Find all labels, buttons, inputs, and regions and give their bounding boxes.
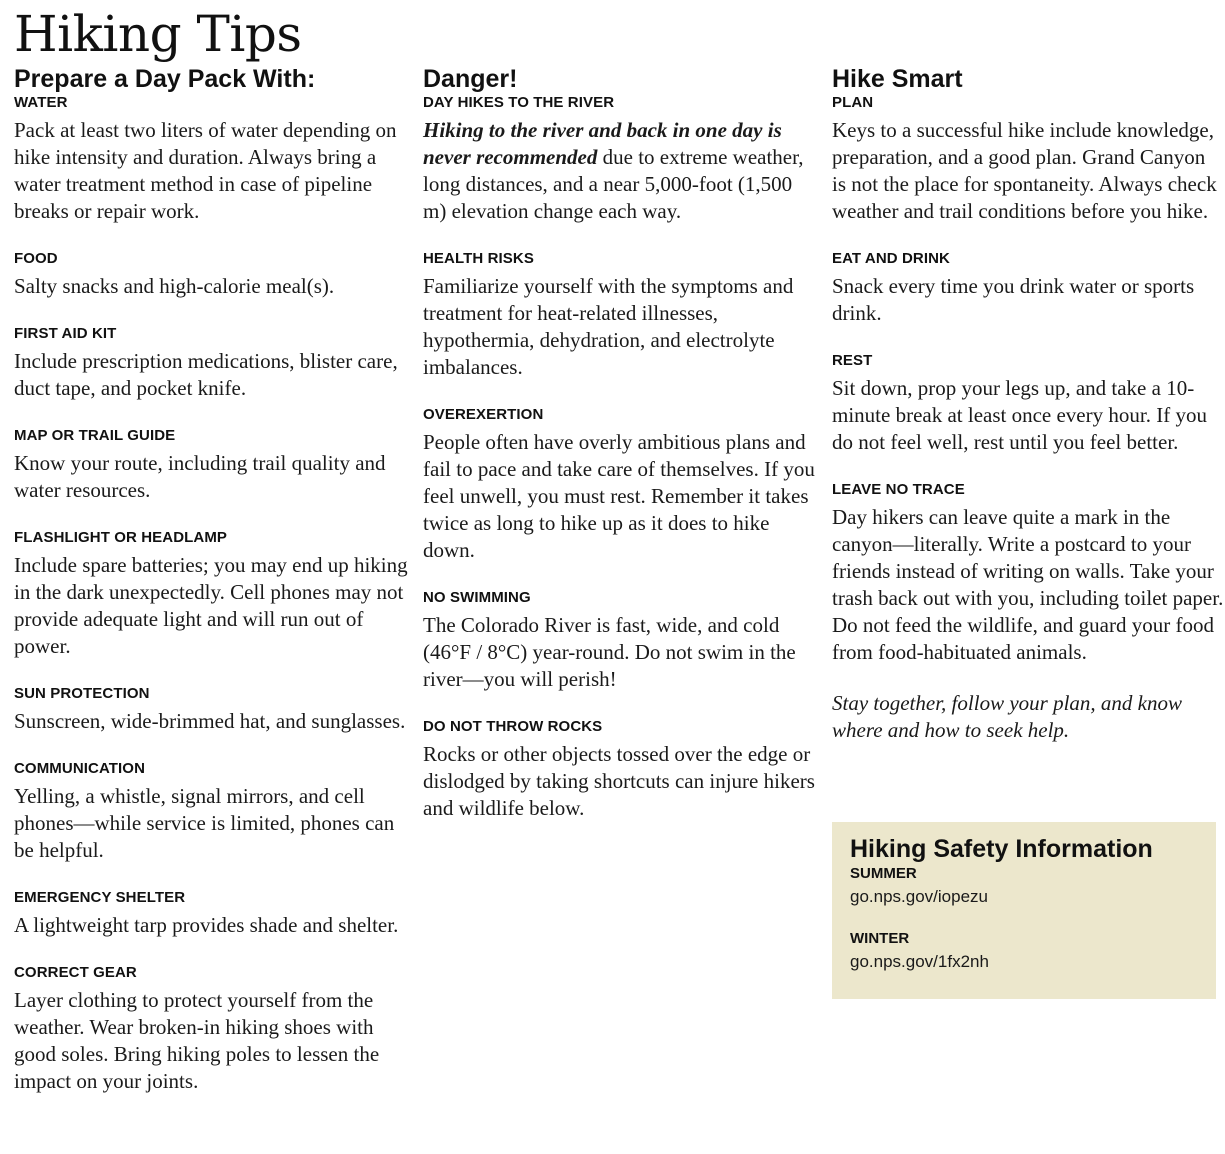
section-emergency-shelter (14, 888, 410, 939)
section-text: People often have overly ambitious plans and fail to pace and take care of themselves. If you feel unwell, you must rest. Remember it takes twice as long to hike up as it does to hike down. (423, 430, 815, 562)
section-sun-protection (14, 684, 410, 735)
section-water (14, 93, 410, 225)
section-day-hikes-river (423, 93, 819, 225)
section-label: EMERGENCY SHELTER (14, 889, 186, 906)
section-label: EAT AND DRINK (832, 250, 950, 267)
page-title: Hiking Tips (14, 5, 302, 63)
section-label: OVEREXERTION (423, 406, 544, 423)
section-text: Include spare batteries; you may end up hiking in the dark unexpectedly. Cell phones may not provide adequate light and will run out of power. (14, 553, 408, 658)
section-text: A lightweight tarp provides shade and shelter. (14, 913, 399, 937)
section-text: Yelling, a whistle, signal mirrors, and cell phones—while service is limited, phones can be helpful. (14, 784, 395, 862)
section-text: Day hikers can leave quite a mark in the canyon—literally. Write a postcard to your friends instead of writing on walls. Take your trash back out with you, including toilet paper. Do not feed the wildlife, and guard your food from food-habituated animals. (832, 505, 1224, 664)
section-text: Keys to a successful hike include knowledge, preparation, and a good plan. Grand Canyon is not the place for spontaneity. Always check weather and trail conditions before you hike. (832, 118, 1217, 223)
section-text: Layer clothing to protect yourself from the weather. Wear broken-in hiking shoes with good soles. Bring hiking poles to lessen the impact on your joints. (14, 988, 380, 1093)
section-text: Salty snacks and high-calorie meal(s). (14, 274, 335, 298)
column-heading-danger: Danger! (423, 65, 518, 93)
section-label: HEALTH RISKS (423, 250, 534, 267)
emphasis-text: Hiking to the river and back in one day is never recommended (423, 118, 782, 169)
section-text: Include prescription medications, blister care, duct tape, and pocket knife. (14, 349, 398, 400)
section-label: DAY HIKES TO THE RIVER (423, 94, 615, 111)
info-group-summer (850, 864, 1198, 911)
winter-label: WINTER (850, 930, 910, 947)
section-no-swimming (423, 588, 819, 693)
info-box-title: Hiking Safety Information (850, 835, 1153, 863)
winter-link[interactable]: go.nps.gov/1fx2nh (850, 952, 989, 971)
section-text: The Colorado River is fast, wide, and cold (46°F / 8°C) year-round. Do not swim in the river—you will perish! (423, 613, 796, 691)
section-text: Familiarize yourself with the symptoms and treatment for heat-related illnesses, hypothermia, dehydration, and electrolyte imbalances. (423, 274, 794, 379)
section-label: SUN PROTECTION (14, 685, 150, 702)
section-label: FLASHLIGHT OR HEADLAMP (14, 529, 228, 546)
hiking-safety-info-box (832, 822, 1216, 999)
section-leave-no-trace (832, 480, 1224, 666)
column-danger (423, 64, 819, 846)
section-label: WATER (14, 94, 68, 111)
section-label: COMMUNICATION (14, 760, 146, 777)
section-food (14, 249, 410, 300)
section-label: CORRECT GEAR (14, 964, 137, 981)
section-label: NO SWIMMING (423, 589, 531, 606)
section-health-risks (423, 249, 819, 381)
section-rest (832, 351, 1224, 456)
section-label: MAP OR TRAIL GUIDE (14, 427, 176, 444)
summer-link[interactable]: go.nps.gov/iopezu (850, 887, 988, 906)
info-group-winter (850, 929, 1198, 976)
section-label: FIRST AID KIT (14, 325, 117, 342)
section-flashlight (14, 528, 410, 660)
section-correct-gear (14, 963, 410, 1095)
section-eat-drink (832, 249, 1224, 327)
summer-label: SUMMER (850, 865, 917, 882)
closing-note: Stay together, follow your plan, and know where and how to seek help. (832, 691, 1182, 742)
section-text: Rocks or other objects tossed over the edge or dislodged by taking shortcuts can injure hikers and wildlife below. (423, 742, 815, 820)
section-label: DO NOT THROW ROCKS (423, 718, 603, 735)
section-no-throw-rocks (423, 717, 819, 822)
column-heading-prepare: Prepare a Day Pack With: (14, 65, 316, 93)
column-hike-smart (832, 64, 1224, 744)
section-text: Sunscreen, wide-brimmed hat, and sunglasses. (14, 709, 406, 733)
section-label: FOOD (14, 250, 58, 267)
section-plan (832, 93, 1224, 225)
section-label: PLAN (832, 94, 874, 111)
section-map-trail-guide (14, 426, 410, 504)
column-prepare-day-pack (14, 64, 410, 1119)
section-first-aid-kit (14, 324, 410, 402)
section-text (423, 117, 819, 225)
section-text: Sit down, prop your legs up, and take a 10-minute break at least once every hour. If you do not feel well, rest until you feel better. (832, 376, 1207, 454)
section-communication (14, 759, 410, 864)
section-overexertion (423, 405, 819, 564)
section-text: Know your route, including trail quality and water resources. (14, 451, 386, 502)
column-heading-hike-smart: Hike Smart (832, 65, 963, 93)
section-text: Pack at least two liters of water depending on hike intensity and duration. Always bring a water treatment method in case of pipeline breaks or repair work. (14, 118, 397, 223)
section-label: LEAVE NO TRACE (832, 481, 965, 498)
section-label: REST (832, 352, 873, 369)
section-text-rest: due to extreme weather, long distances, and a near 5,000-foot (1,500 m) elevation change each way. (423, 145, 804, 223)
section-text: Snack every time you drink water or sports drink. (832, 274, 1195, 325)
